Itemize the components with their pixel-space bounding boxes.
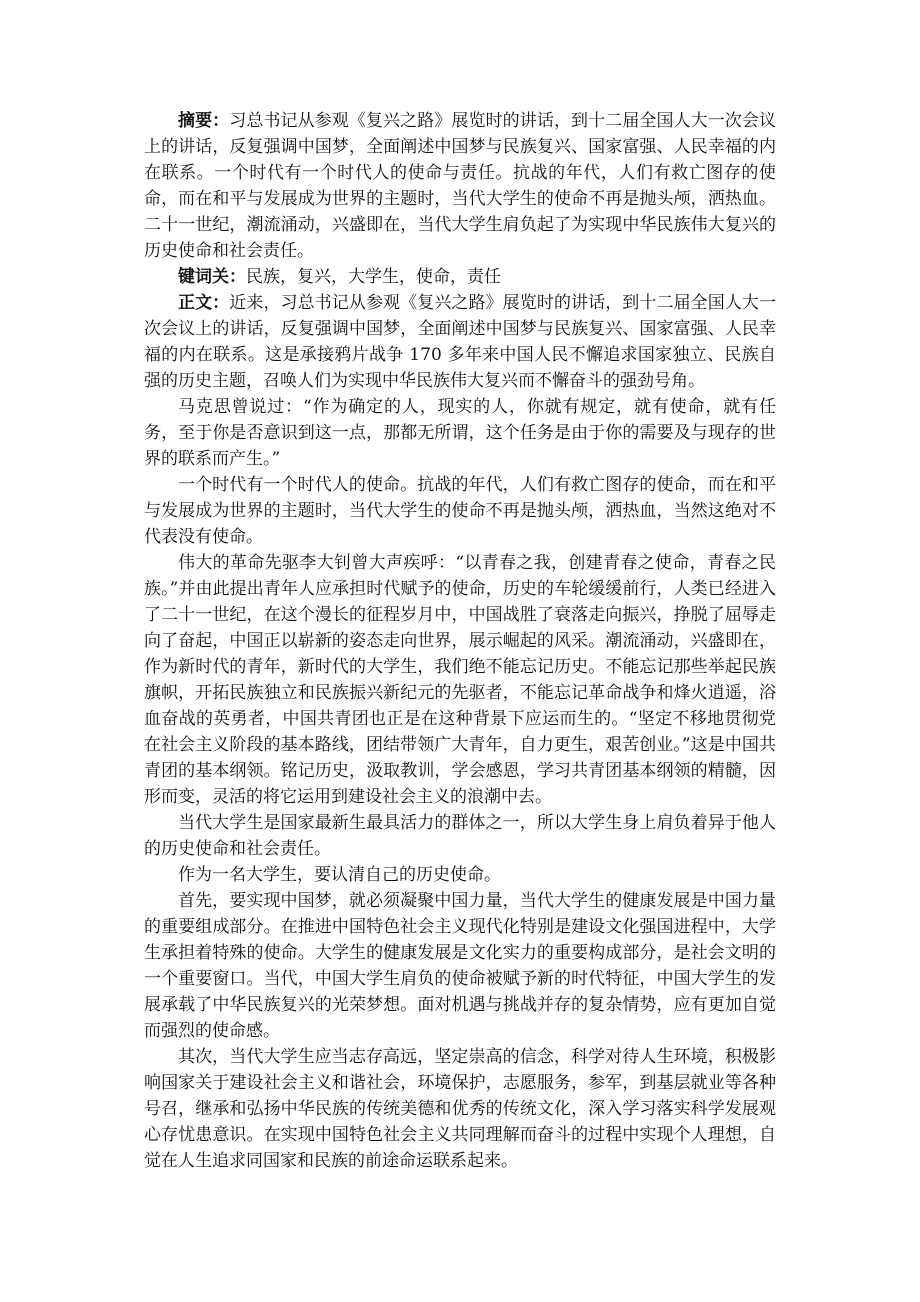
body-intro-text: 近来，习总书记从参观《复兴之路》展览时的讲话，到十二届全国人大一次会议上的讲话，反复强调中国梦，全面阐述中国梦与民族复兴、国家富强、人民幸福的内在联系。这是承接鸦片战争 170 多年来中国人民不懈追求国家独立、民族自强的历史主题，召唤人们为实现中华民族伟大复兴而不懈奋斗的强劲号角。 [144,293,776,391]
body-paragraph-recognize-mission: 作为一名大学生，要认清自己的历史使命。 [178,865,501,885]
body-paragraph-li-dazhao: 伟大的革命先驱李大钊曾大声疾呼：“以青春之我，创建青春之使命，青春之民族。”并由此提出青年人应承担时代赋予的使命，历史的车轮缓缓前行，人类已经进入了二十一世纪，在这个漫长的征程岁月中，中国战胜了衰落走向振兴，挣脱了屈辱走向了奋起，中国正以崭新的姿态走向世界，展示崛起的风采。潮流涌动，兴盛即在，作为新时代的青年，新时代的大学生，我们绝不能忘记历史。不能忘记那些举起民族旗帜，开拓民族独立和民族振兴新纪元的先驱者，不能忘记革命战争和烽火逍遥，浴血奋战的英勇者，中国共青团也正是在这种背景下应运而生的。“坚定不移地贯彻党在社会主义阶段的基本路线，团结带领广大青年，自力更生，艰苦创业。”这是中国共青团的基本纲领。铭记历史，汲取教训，学会感恩，学习共青团基本纲领的精髓，因形而变，灵活的将它运用到建设社会主义的浪潮中去。 [144,553,776,807]
abstract-text: 习总书记从参观《复兴之路》展览时的讲话，到十二届全国人大一次会议上的讲话，反复强调中国梦，全面阐述中国梦与民族复兴、国家富强、人民幸福的内在联系。一个时代有一个时代人的使命与责任。抗战的年代，人们有救亡图存的使命，而在和平与发展成为世界的主题时，当代大学生的使命不再是抛头颅，洒热血。二十一世纪，潮流涌动，兴盛即在，当代大学生肩负起了为实现中华民族伟大复兴的历史使命和社会责任。 [144,111,776,261]
body-label: 正文： [178,293,230,313]
body-paragraph-second: 其次，当代大学生应当志存高远，坚定崇高的信念，科学对待人生环境，积极影响国家关于建设社会主义和谐社会，环境保护，志愿服务，参军，到基层就业等各种号召，继承和弘扬中华民族的传统美德和优秀的传统文化，深入学习落实科学发展观心存忧患意识。在实现中国特色社会主义共同理解而奋斗的过程中实现个人理想，自觉在人生追求同国家和民族的前途命运联系起来。 [144,1047,776,1171]
body-paragraph-marx-quote: 马克思曾说过：“作为确定的人，现实的人，你就有规定，就有使命，就有任务，至于你是否意识到这一点，那都无所谓，这个任务是由于你的需要及与现存的世界的联系而产生。” [144,397,776,469]
body-paragraph-students-role: 当代大学生是国家最新生最具活力的群体之一，所以大学生身上肩负着异于他人的历史使命和社会责任。 [144,813,776,859]
abstract-paragraph [144,108,776,264]
body-intro-paragraph [144,290,776,394]
body-paragraph-first: 首先，要实现中国梦，就必须凝聚中国力量，当代大学生的健康发展是中国力量的重要组成部分。在推进中国特色社会主义现代化特别是建设文化强国进程中，大学生承担着特殊的使命。大学生的健康发展是文化实力的重要构成部分，是社会文明的一个重要窗口。当代，中国大学生肩负的使命被赋予新的时代特征，中国大学生的发展承载了中华民族复兴的光荣梦想。面对机遇与挑战并存的复杂情势，应有更加自觉而强烈的使命感。 [144,891,776,1041]
keywords-paragraph [144,264,776,290]
document-page [144,108,776,1174]
keywords-text: 民族，复兴，大学生，使命，责任 [246,267,501,287]
keywords-label: 键词关： [178,267,246,287]
body-paragraph-era-mission: 一个时代有一个时代人的使命。抗战的年代，人们有救亡图存的使命，而在和平与发展成为世界的主题时，当代大学生的使命不再是抛头颅，洒热血，当然这绝对不代表没有使命。 [144,475,776,547]
abstract-label: 摘要： [178,111,230,131]
